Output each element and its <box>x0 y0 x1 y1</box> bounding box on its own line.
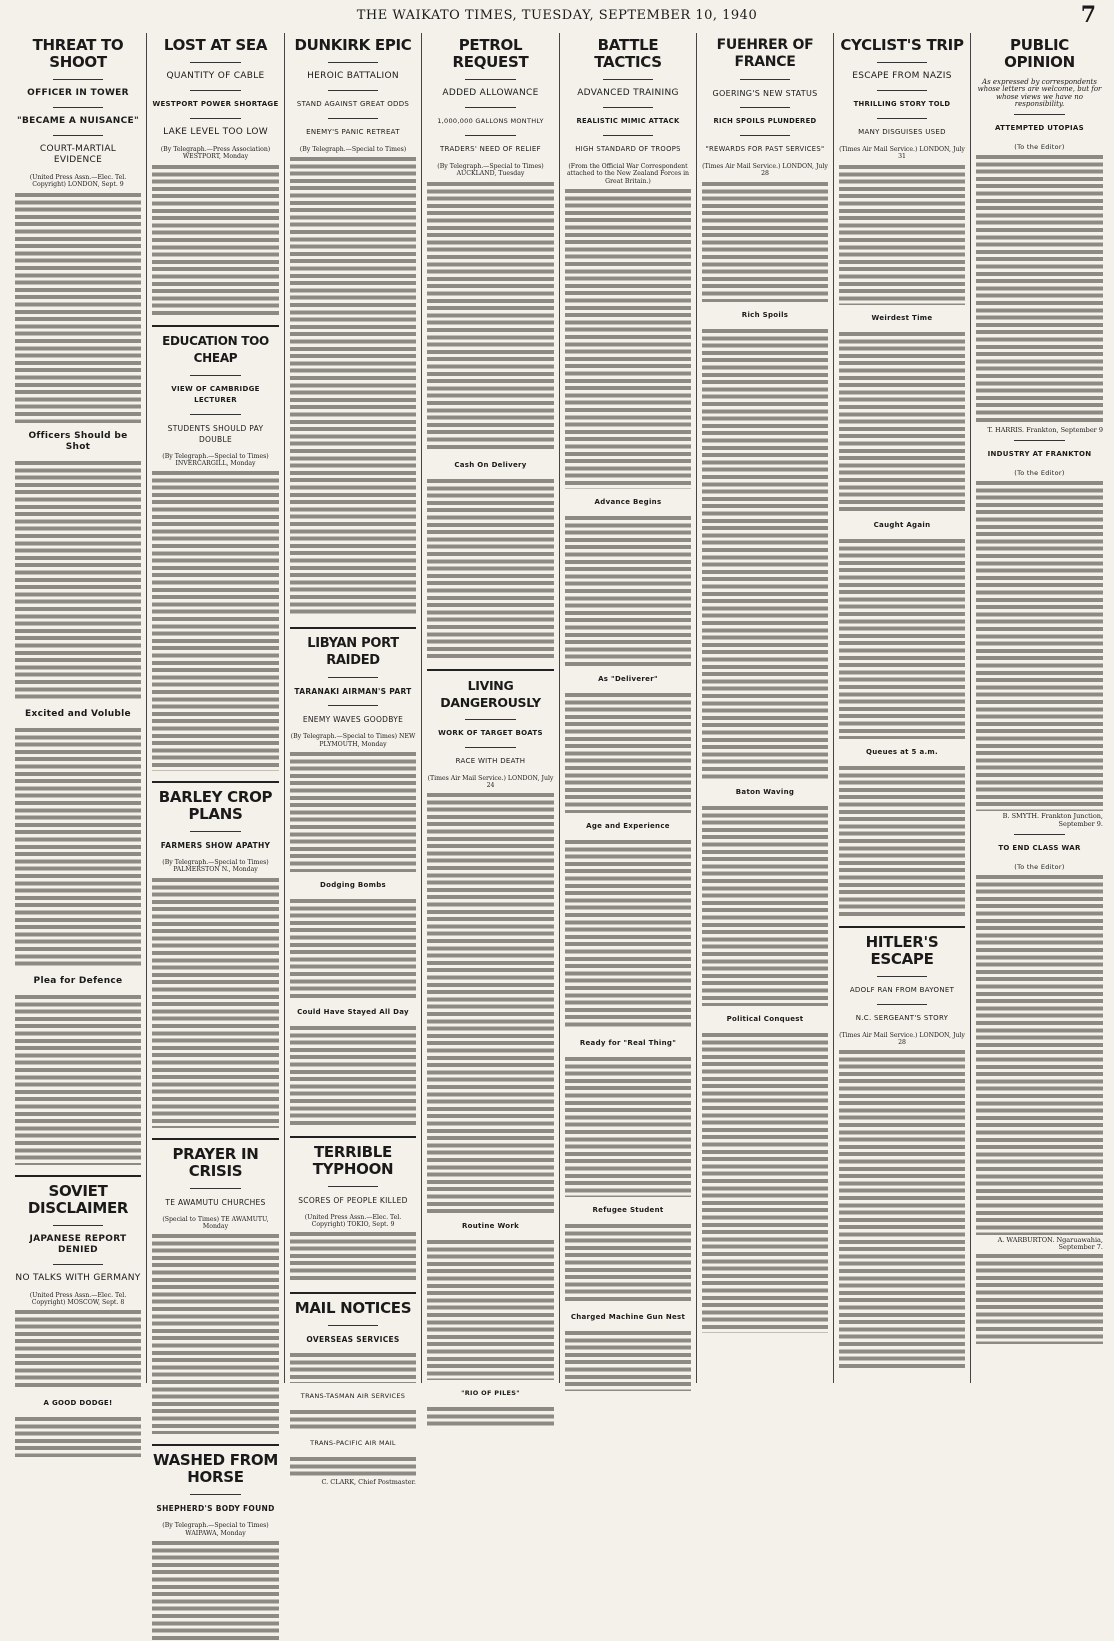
dateline: (By Telegraph.—Special to Times) AUCKLAND, Tuesday <box>437 163 544 178</box>
subheading: HIGH STANDARD OF TROOPS <box>575 145 681 153</box>
subheading: TE AWAMUTU CHURCHES <box>165 1197 266 1207</box>
article-body <box>15 1310 141 1390</box>
subheading: LAKE LEVEL TOO LOW <box>163 127 268 137</box>
crosshead: Refugee Student <box>592 1205 664 1214</box>
subheading: STUDENTS SHOULD PAY DOUBLE <box>167 423 264 444</box>
subheading: OVERSEAS SERVICES <box>306 1335 400 1345</box>
subheading: RICH SPOILS PLUNDERED <box>713 117 817 125</box>
dateline: (United Press Assn.—Elec. Tel. Copyright) LONDON, Sept. 9 <box>29 174 127 189</box>
dateline: (Times Air Mail Service.) LONDON, July 28 <box>702 163 828 178</box>
article-body <box>565 189 691 489</box>
crosshead: Weirdest Time <box>871 313 933 322</box>
column-4 <box>422 33 560 1398</box>
article-body <box>15 193 141 423</box>
crosshead: A GOOD DODGE! <box>43 1399 113 1408</box>
article-body <box>290 1026 416 1126</box>
subheading: TO END CLASS WAR <box>998 844 1081 853</box>
crosshead: Baton Waving <box>735 787 795 796</box>
dateline: (Special to Times) TE AWAMUTU, Monday <box>162 1215 269 1231</box>
subheading: JAPANESE REPORT DENIED <box>29 1233 127 1255</box>
headline: LIBYAN PORT RAIDED <box>307 636 399 669</box>
subheading: QUANTITY OF CABLE <box>166 71 265 81</box>
crosshead: Advance Begins <box>594 497 662 506</box>
subheading: THRILLING STORY TOLD <box>853 100 951 108</box>
subheading: "BECAME A NUISANCE" <box>17 116 139 126</box>
article-body <box>839 1050 965 1370</box>
subheading: HEROIC BATTALION <box>307 71 399 81</box>
article-body <box>15 995 141 1165</box>
section-lead: As expressed by correspondents whose letters are welcome, but for whose views we have no responsibility. <box>977 78 1102 108</box>
newspaper-title: THE WAIKATO TIMES, TUESDAY, SEPTEMBER 10, 1940 <box>356 8 758 23</box>
article-body <box>290 1457 416 1477</box>
subheading: INDUSTRY AT FRANKTON <box>987 450 1092 459</box>
article-body <box>839 332 965 512</box>
subheading: FARMERS SHOW APATHY <box>160 841 271 851</box>
headline: SOVIET DISCLAIMER <box>27 1181 129 1217</box>
headline: CYCLIST'S TRIP <box>840 36 964 54</box>
headline: PETROL REQUEST <box>452 36 529 71</box>
mail-item: TRANS-TASMAN AIR SERVICES <box>300 1392 406 1401</box>
crosshead: Charged Machine Gun Nest <box>570 1312 686 1321</box>
article-body <box>702 806 828 1006</box>
dateline: (By Telegraph.—Special to Times) PALMERSTON N., Monday <box>162 859 269 874</box>
headline: DUNKIRK EPIC <box>294 36 412 54</box>
signature: T. HARRIS. Frankton, September 9 <box>987 426 1103 435</box>
subheading: OFFICER IN TOWER <box>27 88 129 98</box>
masthead <box>0 0 1114 30</box>
crosshead: Dodging Bombs <box>320 880 386 889</box>
article-body <box>152 471 279 771</box>
dateline: (By Telegraph.—Special to Times) NEW PLYMOUTH, Monday <box>290 733 416 748</box>
article-body <box>976 1254 1103 1344</box>
crosshead: Caught Again <box>873 520 931 529</box>
mail-item: TRANS-PACIFIC AIR MAIL <box>310 1439 396 1448</box>
subheading: ENEMY WAVES GOODBYE <box>302 715 404 725</box>
article-body <box>565 840 691 1030</box>
article-body <box>427 182 554 452</box>
article-body <box>152 878 279 1128</box>
article-body <box>152 1541 279 1641</box>
subheading: GOERING'S NEW STATUS <box>712 89 818 98</box>
column-1 <box>10 33 147 1408</box>
article-body <box>152 1234 279 1434</box>
signature: A. WARBURTON. Ngaruawahia, September 7. <box>997 1236 1103 1252</box>
subheading: ADOLF RAN FROM BAYONET <box>849 985 955 994</box>
subheading: TRADERS' NEED OF RELIEF <box>440 145 541 153</box>
crosshead: Officers Should be Shot <box>28 430 128 452</box>
crosshead: Ready for "Real Thing" <box>579 1038 677 1047</box>
article-body <box>565 693 691 813</box>
subheading: VIEW OF CAMBRIDGE LECTURER <box>171 384 260 404</box>
column-7 <box>834 33 971 1383</box>
crosshead: "RIO OF PILES" <box>461 1389 520 1398</box>
article-body <box>427 1240 554 1380</box>
headline: EDUCATION TOO CHEAP <box>162 333 269 365</box>
column-3 <box>285 33 422 1487</box>
article-body <box>839 165 965 305</box>
article-body <box>427 1407 554 1427</box>
headline: PUBLIC OPINION <box>1004 36 1075 71</box>
page-number: 7 <box>1080 2 1096 28</box>
dateline: (Times Air Mail Service.) LONDON, July 24 <box>427 774 554 789</box>
crosshead: As "Deliverer" <box>598 674 658 683</box>
article-body <box>290 1353 416 1383</box>
column-6 <box>697 33 834 1383</box>
subheading: STAND AGAINST GREAT ODDS <box>296 100 410 108</box>
dateline: (Times Air Mail Service.) LONDON, July 28 <box>839 1031 965 1046</box>
article-body <box>976 155 1103 425</box>
article-body <box>427 793 554 1213</box>
crosshead: Routine Work <box>461 1222 520 1231</box>
article-body <box>839 766 965 916</box>
article-body <box>152 165 279 315</box>
dateline: (Times Air Mail Service.) LONDON, July 31 <box>839 146 965 161</box>
headline: PRAYER IN CRISIS <box>172 1144 259 1180</box>
subheading: "REWARDS FOR PAST SERVICES" <box>705 145 825 153</box>
headline: WASHED FROM HORSE <box>153 1451 278 1487</box>
article-body <box>976 481 1103 811</box>
crosshead: Excited and Voluble <box>25 708 131 719</box>
dateline: (From the Official War Correspondent attached to the New Zealand Forces in Great Britain.) <box>566 163 690 185</box>
subheading: WESTPORT POWER SHORTAGE <box>152 100 279 108</box>
article-body <box>702 329 828 779</box>
subheading: (To the Editor) <box>1014 143 1065 152</box>
crosshead: Political Conquest <box>726 1014 804 1023</box>
crosshead: Queues at 5 a.m. <box>866 747 938 756</box>
headline: LOST AT SEA <box>163 36 268 54</box>
subheading: ADVANCED TRAINING <box>577 88 679 98</box>
article-body <box>290 899 416 999</box>
subheading: ENEMY'S PANIC RETREAT <box>306 128 400 136</box>
headline: THREAT TO SHOOT <box>32 36 124 71</box>
article-body <box>15 728 141 968</box>
dateline: (By Telegraph.—Special to Times) WAIPAWA, Monday <box>162 1522 269 1537</box>
headline: FUEHRER OF FRANCE <box>716 37 814 70</box>
crosshead: Plea for Defence <box>33 975 123 986</box>
dateline: (United Press Assn.—Elec. Tel. Copyright) MOSCOW, Sept. 8 <box>29 1291 127 1306</box>
columns <box>10 33 1108 1537</box>
article-body <box>290 752 416 872</box>
article-body <box>839 539 965 739</box>
subheading: (To the Editor) <box>1014 863 1065 872</box>
headline: BARLEY CROP PLANS <box>158 788 273 824</box>
article-body <box>15 1417 141 1457</box>
article-body <box>976 875 1103 1235</box>
subheading: COURT-MARTIAL EVIDENCE <box>39 144 117 165</box>
subheading: 1,000,000 GALLONS MONTHLY <box>437 117 544 125</box>
article-body <box>565 516 691 666</box>
crosshead: Age and Experience <box>586 821 670 830</box>
crosshead: Cash On Delivery <box>454 460 527 469</box>
dateline: (By Telegraph.—Special to Times) INVERCARGILL, Monday <box>162 452 269 467</box>
subheading: SCORES OF PEOPLE KILLED <box>298 1195 408 1205</box>
article-body <box>565 1057 691 1197</box>
subheading: SHEPHERD'S BODY FOUND <box>156 1504 275 1514</box>
article-body <box>702 1033 828 1333</box>
article-body <box>565 1331 691 1391</box>
subheading: ATTEMPTED UTOPIAS <box>995 124 1084 133</box>
subheading: WORK OF TARGET BOATS <box>438 728 543 737</box>
headline: LIVING DANGEROUSLY <box>440 677 541 710</box>
signature: B. SMYTH. Frankton Junction, September 9. <box>1002 812 1103 828</box>
article-body <box>290 157 416 617</box>
subheading: TARANAKI AIRMAN'S PART <box>294 687 412 697</box>
subheading: MANY DISGUISES USED <box>858 128 946 136</box>
article-body <box>15 461 141 701</box>
headline: BATTLE TACTICS <box>594 36 662 71</box>
crosshead: Rich Spoils <box>741 310 789 319</box>
crosshead: Could Have Stayed All Day <box>297 1007 409 1016</box>
signature: C. CLARK, Chief Postmaster. <box>321 1478 416 1487</box>
subheading: N.C. SERGEANT'S STORY <box>855 1013 949 1022</box>
subheading: REALISTIC MIMIC ATTACK <box>576 117 680 125</box>
article-body <box>565 1224 691 1304</box>
column-8 <box>971 33 1108 1383</box>
subheading: ADDED ALLOWANCE <box>442 88 539 98</box>
headline: TERRIBLE TYPHOON <box>312 1142 394 1178</box>
article-body <box>702 182 828 302</box>
headline: HITLER'S ESCAPE <box>865 932 939 968</box>
dateline: (By Telegraph.—Press Association) WESTPORT, Monday <box>160 146 271 161</box>
article-body <box>290 1410 416 1430</box>
article-body <box>427 479 554 659</box>
subheading: ESCAPE FROM NAZIS <box>852 71 952 81</box>
subheading: RACE WITH DEATH <box>455 756 526 765</box>
dateline: (United Press Assn.—Elec. Tel. Copyright) TOKIO, Sept. 9 <box>304 1213 402 1229</box>
article-body <box>290 1232 416 1282</box>
column-2 <box>147 33 285 1537</box>
subheading: (To the Editor) <box>1014 469 1065 478</box>
column-5 <box>560 33 697 1383</box>
headline: MAIL NOTICES <box>294 1299 412 1318</box>
subheading: NO TALKS WITH GERMANY <box>15 1272 141 1283</box>
dateline: (By Telegraph.—Special to Times) <box>299 146 407 153</box>
